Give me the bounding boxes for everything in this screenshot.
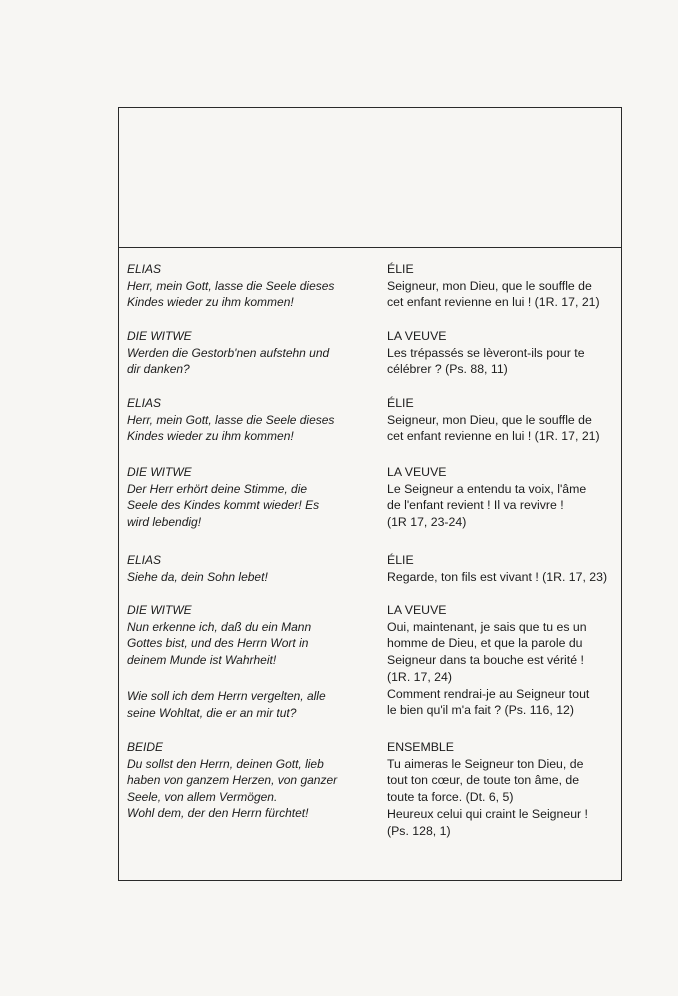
text-line: Siehe da, dein Sohn lebet! — [127, 569, 268, 584]
text-line: wird lebendig! — [127, 514, 202, 529]
text-line: seine Wohltat, die er an mir tut? — [127, 705, 297, 720]
speaker-label: LA VEUVE — [387, 329, 447, 343]
text-line: Wohl dem, der den Herrn fürchtet! — [127, 806, 309, 821]
german-block-witwe-3-continued — [127, 688, 372, 721]
text-line: Nun erkenne ich, daß du ein Mann — [127, 619, 312, 634]
speaker-label: ELIAS — [127, 396, 162, 410]
text-line: Oui, maintenant, je sais que tu es un — [387, 619, 587, 634]
text-line: deinem Munde ist Wahrheit! — [127, 652, 277, 667]
text-line: haben von ganzem Herzen, von ganzer — [127, 773, 338, 788]
text-line: Seigneur dans ta bouche est vérité ! — [387, 653, 584, 668]
text-line: cet enfant revienne en lui ! (1R. 17, 21) — [387, 429, 600, 444]
text-line: Seele des Kindes kommt wieder! Es — [127, 498, 320, 513]
german-block-elias-3 — [127, 552, 372, 585]
speaker-label: ÉLIE — [387, 262, 414, 276]
text-line: homme de Dieu, et que la parole du — [387, 636, 583, 651]
french-block-veuve-1 — [387, 328, 619, 378]
text-line: Comment rendrai-je au Seigneur tout — [387, 686, 590, 701]
text-line: tout ton cœur, de toute ton âme, de — [387, 773, 580, 788]
text-line: toute ta force. (Dt. 6, 5) — [387, 790, 514, 805]
text-line: Regarde, ton fils est vivant ! (1R. 17, 23) — [387, 569, 608, 584]
french-block-elie-1 — [387, 261, 619, 311]
text-line: (Ps. 128, 1) — [387, 823, 451, 838]
text-line: dir danken? — [127, 362, 190, 377]
header-divider — [119, 247, 621, 248]
french-block-veuve-2 — [387, 464, 619, 531]
speaker-label: LA VEUVE — [387, 603, 447, 617]
speaker-label: ÉLIE — [387, 396, 414, 410]
text-line: Seigneur, mon Dieu, que le souffle de — [387, 412, 592, 427]
french-block-elie-2 — [387, 395, 619, 445]
speaker-label: DIE WITWE — [127, 329, 192, 343]
text-line: Gottes bist, und des Herrn Wort in — [127, 636, 309, 651]
german-block-witwe-2 — [127, 464, 372, 530]
german-block-elias-1 — [127, 261, 372, 311]
german-block-beide — [127, 739, 372, 822]
text-line: Wie soll ich dem Herrn vergelten, alle — [127, 689, 326, 703]
text-line: Heureux celui qui craint le Seigneur ! — [387, 806, 588, 821]
text-line: célébrer ? (Ps. 88, 11) — [387, 362, 508, 377]
speaker-label: DIE WITWE — [127, 465, 192, 479]
text-frame — [118, 107, 622, 881]
text-line: Kindes wieder zu ihm kommen! — [127, 429, 294, 444]
text-line: Du sollst den Herrn, deinen Gott, lieb — [127, 756, 324, 771]
german-block-witwe-1 — [127, 328, 372, 378]
french-block-elie-3 — [387, 552, 619, 585]
german-block-elias-2 — [127, 395, 372, 445]
speaker-label: LA VEUVE — [387, 465, 447, 479]
speaker-label: ELIAS — [127, 262, 162, 276]
speaker-label: ELIAS — [127, 553, 162, 567]
text-line: Der Herr erhört deine Stimme, die — [127, 481, 308, 496]
text-line: Seigneur, mon Dieu, que le souffle de — [387, 278, 592, 293]
french-block-veuve-3 — [387, 602, 619, 719]
text-line: Werden die Gestorb'nen aufstehn und — [127, 345, 330, 360]
text-line: Seele, von allem Vermögen. — [127, 789, 278, 804]
french-block-ensemble — [387, 739, 619, 839]
speaker-label: ÉLIE — [387, 553, 414, 567]
text-line: le bien qu'il m'a fait ? (Ps. 116, 12) — [387, 703, 574, 718]
text-line: Herr, mein Gott, lasse die Seele dieses — [127, 412, 335, 427]
text-line: (1R. 17, 24) — [387, 669, 452, 684]
speaker-label: BEIDE — [127, 740, 164, 754]
text-line: Tu aimeras le Seigneur ton Dieu, de — [387, 756, 584, 771]
text-line: de l'enfant revient ! Il va revivre ! — [387, 498, 564, 513]
text-line: Kindes wieder zu ihm kommen! — [127, 295, 294, 310]
text-line: Herr, mein Gott, lasse die Seele dieses — [127, 278, 335, 293]
german-block-witwe-3 — [127, 602, 372, 668]
text-line: Le Seigneur a entendu ta voix, l'âme — [387, 481, 587, 496]
text-line: (1R 17, 23-24) — [387, 515, 467, 530]
speaker-label: ENSEMBLE — [387, 740, 454, 754]
speaker-label: DIE WITWE — [127, 603, 192, 617]
text-line: cet enfant revienne en lui ! (1R. 17, 21) — [387, 295, 600, 310]
text-line: Les trépassés se lèveront-ils pour te — [387, 345, 585, 360]
